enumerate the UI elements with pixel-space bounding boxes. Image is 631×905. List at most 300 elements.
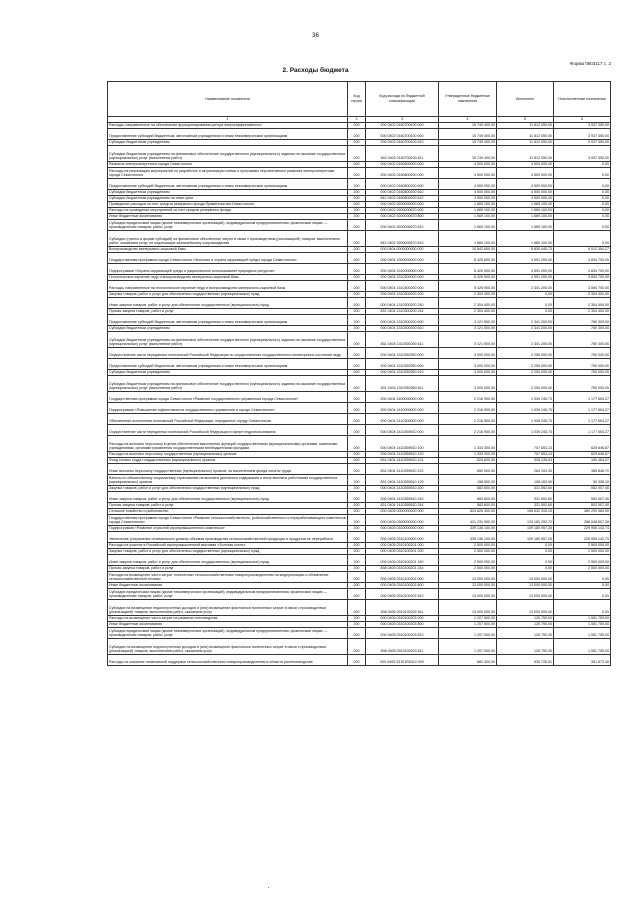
column-header-line-code: Код строки bbox=[348, 82, 366, 117]
cell-approved-amount: 2 304 400,00 bbox=[439, 298, 497, 309]
cell-approved-amount: 3 121 500,00 bbox=[439, 315, 497, 326]
cell-line-code: 200 bbox=[348, 616, 366, 622]
cell-indicator-name: Геологическое изучение недр и воспроизводство минерально-сырьевой базы bbox=[108, 275, 348, 281]
table-row bbox=[108, 616, 611, 622]
cell-executed-amount: 0,00 bbox=[497, 549, 554, 555]
cell-indicator-name: Расходы на выплаты персоналу в целях обеспечения выполнения функций государственными (муниципальными) органами, казенными учреждениями, органами управления государственными внебюджетными фондами bbox=[108, 436, 348, 452]
cell-classification-code: 831 0404 1410359510 244 bbox=[366, 503, 439, 509]
cell-classification-code: 000 0402 0160800200 600 bbox=[366, 179, 439, 190]
cell-line-code: 200 bbox=[348, 281, 366, 292]
cell-unexecuted-amount: 3 834 700,00 bbox=[554, 253, 611, 264]
cell-indicator-name: Подпрограмма «Повышение эффективности государственного управления в городе Севастополе» bbox=[108, 403, 348, 414]
cell-executed-amount: 108 163,90 bbox=[497, 475, 554, 486]
cell-indicator-name: Закупка товаров, работ и услуг для обеспечения государственных (муниципальных) нужд bbox=[108, 486, 348, 492]
cell-line-code: 200 bbox=[348, 146, 366, 162]
cell-line-code: 200 bbox=[348, 309, 366, 315]
cell-classification-code: 000 0404 1310300200 610 bbox=[366, 326, 439, 332]
cell-indicator-name: Развитие электроэнергетики города Севастополя bbox=[108, 162, 348, 168]
cell-classification-code: 831 0404 1410359510 129 bbox=[366, 475, 439, 486]
cell-indicator-name: Подпрограмма «Развитие отраслей агропромышленного комплекса» bbox=[108, 526, 348, 532]
cell-line-code: 200 bbox=[348, 332, 366, 348]
cell-indicator-name: Субсидии бюджетным учреждениям на финансовое обеспечение государственного (муниципального) задания на оказание государственных (муниципальных) услуг (выполнение работ) bbox=[108, 146, 348, 162]
cell-indicator-name: Государственная программа города Севастополя «Экология и охрана окружающей среды города Севастополя» bbox=[108, 253, 348, 264]
cell-line-code: 200 bbox=[348, 475, 366, 486]
cell-approved-amount: 8 425 900,00 bbox=[439, 264, 497, 275]
cell-approved-amount: 3 000 000,00 bbox=[439, 370, 497, 376]
table-row bbox=[108, 220, 611, 231]
cell-classification-code: 000 0405 0310100202 800 bbox=[366, 583, 439, 589]
cell-line-code: 200 bbox=[348, 464, 366, 475]
cell-indicator-name: Субсидии юридическим лицам (кроме некоммерческих организаций), индивидуальным предпринимателям, физическим лицам — производителям товаров, работ, услуг bbox=[108, 220, 348, 231]
cell-unexecuted-amount: 0,00 bbox=[554, 583, 611, 589]
cell-approved-amount: 883 600,00 bbox=[439, 486, 497, 492]
cell-unexecuted-amount: 552 007,40 bbox=[554, 486, 611, 492]
cell-indicator-name: Субсидии бюджетным учреждениям bbox=[108, 140, 348, 146]
cell-approved-amount: 4 500 000,00 bbox=[439, 168, 497, 179]
cell-classification-code: 000 0404 0000000000 000 bbox=[366, 247, 439, 253]
column-header-unexecuted: Неисполненные назначения bbox=[554, 82, 611, 117]
table-row bbox=[108, 452, 611, 458]
cell-line-code: 200 bbox=[348, 208, 366, 214]
scan-dot bbox=[268, 887, 269, 888]
cell-unexecuted-amount: 0,00 bbox=[554, 162, 611, 168]
cell-executed-amount: 4 500 000,00 bbox=[497, 196, 554, 202]
cell-approved-amount: 3 121 500,00 bbox=[439, 326, 497, 332]
cell-classification-code: 000 0404 1310300000 000 bbox=[366, 275, 439, 281]
cell-line-code: 200 bbox=[348, 655, 366, 666]
cell-line-code: 200 bbox=[348, 458, 366, 464]
cell-indicator-name: Фонд оплаты труда государственных (муниципальных) органов bbox=[108, 458, 348, 464]
cell-indicator-name: Субсидии бюджетным учреждениям на финансовое обеспечение государственного (муниципального) задания на оказание государственных (муниципальных) услуг (выполнение работ) bbox=[108, 332, 348, 348]
table-row bbox=[108, 202, 611, 208]
cell-indicator-name: Осуществление части переданных полномочий Российской Федерации в сфере недропользования bbox=[108, 425, 348, 436]
cell-executed-amount: 1 669 100,00 bbox=[497, 202, 554, 208]
cell-classification-code: 000 0404 1410359510 100 bbox=[366, 436, 439, 452]
cell-unexecuted-amount: 1 081 750,00 bbox=[554, 639, 611, 655]
cell-indicator-name: Субсидии юридическим лицам (кроме некоммерческих организаций), индивидуальным предпринимателям, физическим лицам — производителям товаров, работ, услуг bbox=[108, 628, 348, 639]
cell-classification-code: 831 0404 1310300200 244 bbox=[366, 309, 439, 315]
table-row bbox=[108, 628, 611, 639]
cell-approved-amount: 4 500 000,00 bbox=[439, 179, 497, 190]
cell-classification-code: 000 0405 0310100203 800 bbox=[366, 622, 439, 628]
cell-approved-amount: 1 207 500,00 bbox=[439, 639, 497, 655]
cell-line-code: 200 bbox=[348, 129, 366, 140]
cell-indicator-name: Обеспечение исполнения полномочий Российской Федерации, переданных городу Севастополю bbox=[108, 414, 348, 425]
cell-indicator-name: Предоставление субсидий бюджетным, автономным учреждениям и иным некоммерческим организациям bbox=[108, 179, 348, 190]
cell-line-code: 200 bbox=[348, 275, 366, 281]
cell-approved-amount: 1 669 100,00 bbox=[439, 231, 497, 247]
column-number: 2 bbox=[348, 117, 366, 123]
cell-unexecuted-amount: 750 000,00 bbox=[554, 370, 611, 376]
cell-unexecuted-amount: 2 304 400,00 bbox=[554, 292, 611, 298]
cell-approved-amount: 1 669 100,00 bbox=[439, 208, 497, 214]
cell-approved-amount: 3 121 500,00 bbox=[439, 332, 497, 348]
cell-indicator-name: Субсидии на возмещение недополученных доходов и (или) возмещение фактически понесенных затрат в связи с производством (реализацией) товаров, выполнением работ, оказанием услуг bbox=[108, 639, 348, 655]
cell-unexecuted-amount: 351 673,49 bbox=[554, 655, 611, 666]
cell-approved-amount: 650 000,00 bbox=[439, 464, 497, 475]
cell-executed-amount: 11 812 050,00 bbox=[497, 146, 554, 162]
cell-classification-code: 000 0405 0310100201 240 bbox=[366, 555, 439, 566]
cell-indicator-name: Предоставление субсидий бюджетным, автономным учреждениям и иным некоммерческим организациям bbox=[108, 129, 348, 140]
cell-classification-code: 000 0404 1410359510 200 bbox=[366, 486, 439, 492]
table-row bbox=[108, 298, 611, 309]
cell-unexecuted-amount: 2 304 400,00 bbox=[554, 309, 611, 315]
cell-approved-amount: 8 425 800,00 bbox=[439, 253, 497, 264]
cell-approved-amount: 2 216 900,00 bbox=[439, 392, 497, 403]
table-row bbox=[108, 526, 611, 532]
cell-classification-code: 000 0402 0160700100 610 bbox=[366, 140, 439, 146]
cell-executed-amount: 1 039 245,73 bbox=[497, 425, 554, 436]
cell-unexecuted-amount: 0,00 bbox=[554, 572, 611, 583]
cell-classification-code: 000 0404 1310352950 600 bbox=[366, 359, 439, 370]
cell-unexecuted-amount: 1 081 750,00 bbox=[554, 622, 611, 628]
cell-unexecuted-amount: 0,00 bbox=[554, 214, 611, 220]
cell-executed-amount: 331 592,60 bbox=[497, 492, 554, 503]
table-row bbox=[108, 458, 611, 464]
cell-executed-amount: 13 000 000,00 bbox=[497, 583, 554, 589]
table-row bbox=[108, 392, 611, 403]
table-row bbox=[108, 600, 611, 616]
cell-unexecuted-amount: 0,00 bbox=[554, 196, 611, 202]
cell-indicator-name: Субсидии бюджетным учреждениям bbox=[108, 326, 348, 332]
cell-line-code: 200 bbox=[348, 486, 366, 492]
cell-unexecuted-amount: 1 177 654,27 bbox=[554, 392, 611, 403]
cell-unexecuted-amount: 3 084 700,00 bbox=[554, 281, 611, 292]
cell-line-code: 200 bbox=[348, 492, 366, 503]
column-number: 3 bbox=[366, 117, 439, 123]
cell-executed-amount: 2 341 200,00 bbox=[497, 326, 554, 332]
cell-executed-amount: 0,00 bbox=[497, 555, 554, 566]
cell-classification-code: 000 0404 1400000000 000 bbox=[366, 392, 439, 403]
table-row bbox=[108, 532, 611, 543]
cell-unexecuted-amount: 0,00 bbox=[554, 600, 611, 616]
form-label: Форма 0503117 с. 2 bbox=[570, 61, 611, 66]
cell-indicator-name: Иные закупки товаров, работ и услуг для обеспечения государственных (муниципальных) нужд bbox=[108, 298, 348, 309]
column-number: 1 bbox=[108, 117, 348, 123]
cell-approved-amount: 3 000 000,00 bbox=[439, 359, 497, 370]
cell-classification-code: 000 0404 1410359510 240 bbox=[366, 492, 439, 503]
cell-unexecuted-amount: 2 304 400,00 bbox=[554, 298, 611, 309]
cell-indicator-name: Иные бюджетные ассигнования bbox=[108, 583, 348, 589]
table-row bbox=[108, 655, 611, 666]
cell-unexecuted-amount: 1 081 750,00 bbox=[554, 628, 611, 639]
table-row bbox=[108, 555, 611, 566]
cell-executed-amount: 11 812 050,00 bbox=[497, 140, 554, 146]
cell-classification-code: 842 0402 9200000670 813 bbox=[366, 231, 439, 247]
cell-classification-code: 000 0404 1310352950 000 bbox=[366, 348, 439, 359]
cell-executed-amount: 109 180 957,26 bbox=[497, 532, 554, 543]
cell-line-code: 200 bbox=[348, 202, 366, 208]
cell-approved-amount: 2 304 400,00 bbox=[439, 292, 497, 298]
cell-approved-amount: 13 000 000,00 bbox=[439, 600, 497, 616]
table-row bbox=[108, 281, 611, 292]
cell-line-code: 200 bbox=[348, 639, 366, 655]
column-number: 5 bbox=[497, 117, 554, 123]
cell-line-code: 200 bbox=[348, 359, 366, 370]
table-row bbox=[108, 146, 611, 162]
cell-unexecuted-amount: 750 000,00 bbox=[554, 359, 611, 370]
cell-classification-code: 000 0402 0160800000 000 bbox=[366, 162, 439, 168]
cell-indicator-name: Субсидии бюджетным учреждениям bbox=[108, 190, 348, 196]
cell-indicator-name: Субсидии бюджетным учреждениям на финансовое обеспечение государственного (муниципального) задания на оказание государственных (муниципальных) услуг (выполнение работ) bbox=[108, 376, 348, 392]
cell-unexecuted-amount: 1 177 654,27 bbox=[554, 403, 611, 414]
cell-executed-amount: 2 341 200,00 bbox=[497, 315, 554, 326]
cell-classification-code: 000 0405 0310100203 000 bbox=[366, 616, 439, 622]
cell-unexecuted-amount: 780 300,00 bbox=[554, 315, 611, 326]
cell-executed-amount: 2 341 200,00 bbox=[497, 332, 554, 348]
cell-indicator-name: Закупка товаров, работ и услуг для обеспечения государственных (муниципальных) нужд bbox=[108, 549, 348, 555]
cell-executed-amount: 5 830 445,73 bbox=[497, 247, 554, 253]
cell-unexecuted-amount: 0,00 bbox=[554, 168, 611, 179]
cell-unexecuted-amount: 0,00 bbox=[554, 208, 611, 214]
cell-approved-amount: 158 500,00 bbox=[439, 475, 497, 486]
cell-executed-amount: 2 250 000,00 bbox=[497, 359, 554, 370]
cell-line-code: 200 bbox=[348, 515, 366, 526]
cell-executed-amount: 4 500 000,00 bbox=[497, 162, 554, 168]
table-row bbox=[108, 275, 611, 281]
table-row bbox=[108, 359, 611, 370]
cell-classification-code: 000 0404 1410359510 000 bbox=[366, 425, 439, 436]
cell-line-code: 200 bbox=[348, 572, 366, 583]
cell-indicator-name: Подпрограмма «Охрана окружающей среды и рациональное использование природных ресурсов» bbox=[108, 264, 348, 275]
cell-line-code: 200 bbox=[348, 392, 366, 403]
cell-executed-amount: 4 500 000,00 bbox=[497, 179, 554, 190]
cell-line-code: 200 bbox=[348, 549, 366, 555]
cell-classification-code: 000 0405 03101R5410 000 bbox=[366, 655, 439, 666]
cell-classification-code: 000 0404 1310300200 600 bbox=[366, 315, 439, 326]
table-row bbox=[108, 414, 611, 425]
cell-indicator-name: Субсидии бюджетным учреждениям bbox=[108, 370, 348, 376]
cell-line-code: 200 bbox=[348, 348, 366, 359]
cell-approved-amount: 8 425 900,00 bbox=[439, 275, 497, 281]
cell-approved-amount: 3 000 000,00 bbox=[439, 348, 497, 359]
cell-line-code: 200 bbox=[348, 190, 366, 196]
cell-classification-code: 838 0405 0310100201 244 bbox=[366, 566, 439, 572]
cell-indicator-name: Сельское хозяйство и рыболовство bbox=[108, 509, 348, 515]
cell-executed-amount: 11 812 050,00 bbox=[497, 123, 554, 129]
cell-approved-amount: 4 500 000,00 bbox=[439, 162, 497, 168]
cell-indicator-name: Расходы на проведение мероприятий за счет средств резервного фонда bbox=[108, 208, 348, 214]
cell-unexecuted-amount: 2 500 000,00 bbox=[554, 549, 611, 555]
cell-approved-amount: 1 669 100,00 bbox=[439, 202, 497, 208]
cell-classification-code: 831 0404 1310300200 611 bbox=[366, 332, 439, 348]
cell-executed-amount: 13 000 000,00 bbox=[497, 600, 554, 616]
cell-line-code: 200 bbox=[348, 370, 366, 376]
table-row bbox=[108, 231, 611, 247]
cell-line-code: 200 bbox=[348, 292, 366, 298]
cell-line-code: 200 bbox=[348, 628, 366, 639]
cell-indicator-name: Иные выплаты персоналу государственных (муниципальных) органов, за исключением фонда оплаты труда bbox=[108, 464, 348, 475]
cell-classification-code: 000 0404 1310000000 000 bbox=[366, 264, 439, 275]
cell-line-code: 200 bbox=[348, 566, 366, 572]
cell-executed-amount: 2 250 000,00 bbox=[497, 376, 554, 392]
cell-classification-code: 831 0404 1410359510 121 bbox=[366, 458, 439, 464]
cell-classification-code: 000 0405 0310100201 000 bbox=[366, 543, 439, 549]
cell-indicator-name: Расходы на участие в Российской агропромышленной выставке «Золотая осень» bbox=[108, 543, 348, 549]
cell-unexecuted-amount: 625 646,87 bbox=[554, 436, 611, 452]
cell-classification-code: 842 0402 0160700100 611 bbox=[366, 146, 439, 162]
cell-classification-code: 000 0402 0160800200 610 bbox=[366, 190, 439, 196]
cell-indicator-name: Воспроизводство минерально-сырьевой базы bbox=[108, 247, 348, 253]
cell-executed-amount: 11 812 050,00 bbox=[497, 129, 554, 140]
cell-unexecuted-amount: 2 500 000,00 bbox=[554, 555, 611, 566]
table-row bbox=[108, 123, 611, 129]
cell-approved-amount: 15 749 400,00 bbox=[439, 123, 497, 129]
cell-classification-code: 831 0404 1310352950 611 bbox=[366, 376, 439, 392]
table-row bbox=[108, 425, 611, 436]
cell-classification-code: 000 0405 0310100201 200 bbox=[366, 549, 439, 555]
table-row bbox=[108, 475, 611, 486]
cell-unexecuted-amount: 750 000,00 bbox=[554, 348, 611, 359]
cell-approved-amount: 1 669 100,00 bbox=[439, 220, 497, 231]
cell-line-code: 200 bbox=[348, 509, 366, 515]
table-row bbox=[108, 208, 611, 214]
cell-line-code: 200 bbox=[348, 231, 366, 247]
cell-executed-amount: 125 750,00 bbox=[497, 616, 554, 622]
cell-approved-amount: 2 216 900,00 bbox=[439, 425, 497, 436]
cell-executed-amount: 155 532 315,10 bbox=[497, 509, 554, 515]
cell-classification-code: 000 0404 1310300200 240 bbox=[366, 298, 439, 309]
cell-indicator-name: Закупка товаров, работ и услуг для обеспечения государственных (муниципальных) нужд bbox=[108, 292, 348, 298]
cell-line-code: 200 bbox=[348, 315, 366, 326]
cell-indicator-name: Взносы по обязательному социальному страхованию на выплаты денежного содержания и иные выплаты работникам государственных (муниципальных) органов bbox=[108, 475, 348, 486]
cell-approved-amount: 339 136 100,00 bbox=[439, 526, 497, 532]
cell-approved-amount: 15 749 400,00 bbox=[439, 140, 497, 146]
cell-executed-amount: 2 250 000,00 bbox=[497, 348, 554, 359]
cell-indicator-name: Прочая закупка товаров, работ и услуг bbox=[108, 503, 348, 509]
cell-executed-amount: 4 500 000,00 bbox=[497, 190, 554, 196]
cell-unexecuted-amount: 780 300,00 bbox=[554, 332, 611, 348]
cell-executed-amount: 13 000 000,00 bbox=[497, 572, 554, 583]
cell-indicator-name: Расходы, направленные на геологическое изучение недр и воспроизводство минерально-сырьевой базы bbox=[108, 281, 348, 292]
cell-unexecuted-amount: 5 012 354,27 bbox=[554, 247, 611, 253]
table-row bbox=[108, 315, 611, 326]
cell-executed-amount: 0,00 bbox=[497, 309, 554, 315]
table-row bbox=[108, 492, 611, 503]
cell-executed-amount: 125 750,00 bbox=[497, 639, 554, 655]
cell-approved-amount: 13 000 000,00 bbox=[439, 583, 497, 589]
cell-executed-amount: 109 180 957,26 bbox=[497, 526, 554, 532]
cell-unexecuted-amount: 1 081 750,00 bbox=[554, 616, 611, 622]
cell-indicator-name: Субсидии бюджетным учреждениям на иные цели bbox=[108, 196, 348, 202]
cell-classification-code: 000 0404 1310352950 610 bbox=[366, 370, 439, 376]
cell-line-code: 200 bbox=[348, 526, 366, 532]
table-row bbox=[108, 253, 611, 264]
cell-classification-code: 000 0402 0160800200 000 bbox=[366, 168, 439, 179]
cell-line-code: 200 bbox=[348, 253, 366, 264]
cell-line-code: 200 bbox=[348, 622, 366, 628]
cell-line-code: 200 bbox=[348, 414, 366, 425]
cell-unexecuted-amount: 0,00 bbox=[554, 190, 611, 196]
cell-unexecuted-amount: 0,00 bbox=[554, 231, 611, 247]
table-row bbox=[108, 179, 611, 190]
cell-approved-amount: 5 425 900,00 bbox=[439, 281, 497, 292]
cell-indicator-name: Увеличение (сохранение оптимального уровня) объемов производства сельскохозяйственной продукции и продуктов ее переработки bbox=[108, 532, 348, 543]
cell-classification-code: 000 0405 0310000000 000 bbox=[366, 526, 439, 532]
cell-line-code: 200 bbox=[348, 196, 366, 202]
cell-classification-code: 000 0405 0310100202 810 bbox=[366, 589, 439, 600]
cell-approved-amount: 2 216 900,00 bbox=[439, 414, 497, 425]
cell-executed-amount: 133 183 292,72 bbox=[497, 515, 554, 526]
cell-indicator-name: Прочая закупка товаров, работ и услуг bbox=[108, 309, 348, 315]
cell-indicator-name: Иные бюджетные ассигнования bbox=[108, 214, 348, 220]
cell-approved-amount: 15 749 400,00 bbox=[439, 146, 497, 162]
cell-unexecuted-amount: 780 300,00 bbox=[554, 326, 611, 332]
table-row bbox=[108, 376, 611, 392]
cell-unexecuted-amount: 469 293 984,90 bbox=[554, 509, 611, 515]
cell-line-code: 200 bbox=[348, 403, 366, 414]
cell-executed-amount: 2 250 000,00 bbox=[497, 370, 554, 376]
cell-executed-amount: 1 039 245,73 bbox=[497, 392, 554, 403]
cell-unexecuted-amount: 750 000,00 bbox=[554, 376, 611, 392]
column-number: 6 bbox=[554, 117, 611, 123]
cell-executed-amount: 1 669 100,00 bbox=[497, 231, 554, 247]
column-header-name: Наименование показателя bbox=[108, 82, 348, 117]
cell-executed-amount: 707 653,13 bbox=[497, 436, 554, 452]
cell-unexecuted-amount: 229 955 142,74 bbox=[554, 532, 611, 543]
cell-line-code: 200 bbox=[348, 532, 366, 543]
cell-line-code: 200 bbox=[348, 162, 366, 168]
cell-unexecuted-amount: 1 177 654,27 bbox=[554, 414, 611, 425]
column-number: 4 bbox=[439, 117, 497, 123]
cell-approved-amount: 13 000 000,00 bbox=[439, 589, 497, 600]
cell-executed-amount: 125 750,00 bbox=[497, 622, 554, 628]
cell-line-code: 200 bbox=[348, 436, 366, 452]
cell-executed-amount: 331 592,60 bbox=[497, 486, 554, 492]
cell-indicator-name: Субсидии (гранты в форме субсидий) на финансовое обеспечение затрат в связи с производством (реализацией) товаров, выполнением работ, оказанием услуг, не подлежащие казначейскому сопровождению bbox=[108, 231, 348, 247]
cell-approved-amount: 1 333 300,00 bbox=[439, 452, 497, 458]
cell-classification-code: 000 0405 0310100000 000 bbox=[366, 532, 439, 543]
cell-line-code: 200 bbox=[348, 555, 366, 566]
cell-line-code: 200 bbox=[348, 543, 366, 549]
cell-executed-amount: 264 153,30 bbox=[497, 464, 554, 475]
cell-line-code: 200 bbox=[348, 589, 366, 600]
cell-approved-amount: 624 826 300,00 bbox=[439, 509, 497, 515]
cell-indicator-name: Расходы на возмещение части затрат, понесенных сельскохозяйственным товаропроизводителям на модернизацию и обновление сельскохозяйственной техники bbox=[108, 572, 348, 583]
cell-classification-code: 000 0405 0300000000 000 bbox=[366, 515, 439, 526]
cell-line-code: 200 bbox=[348, 583, 366, 589]
cell-indicator-name: Государственная программа города Севастополя «Развитие государственного управления города Севастополя» bbox=[108, 392, 348, 403]
cell-classification-code: 000 0405 0310100202 000 bbox=[366, 572, 439, 583]
cell-executed-amount: 2 341 200,00 bbox=[497, 281, 554, 292]
cell-approved-amount: 10 842 800,00 bbox=[439, 247, 497, 253]
cell-indicator-name: Государственная программа города Севастополя «Развитие сельскохозяйственного, рыбохозяйственного и перерабатывающего комплексов города Севастополя» bbox=[109, 515, 346, 525]
cell-executed-amount: 335 135,93 bbox=[497, 458, 554, 464]
cell-line-code: 200 bbox=[348, 220, 366, 231]
cell-classification-code: 000 0405 0310100203 810 bbox=[366, 628, 439, 639]
cell-indicator-name: Расходы, направленные на обеспечение функционирования центра энергоэффективности bbox=[108, 123, 348, 129]
cell-unexecuted-amount: 3 834 700,00 bbox=[554, 275, 611, 281]
cell-approved-amount: 2 500 000,00 bbox=[439, 566, 497, 572]
cell-approved-amount: 2 500 000,00 bbox=[439, 543, 497, 549]
cell-unexecuted-amount: 288 048 607,28 bbox=[554, 515, 611, 526]
cell-executed-amount: 1 669 100,00 bbox=[497, 220, 554, 231]
table-row bbox=[108, 332, 611, 348]
cell-unexecuted-amount: 3 937 350,00 bbox=[554, 129, 611, 140]
cell-executed-amount: 4 591 200,00 bbox=[497, 253, 554, 264]
cell-approved-amount: 524 600,00 bbox=[439, 458, 497, 464]
table-row bbox=[108, 348, 611, 359]
cell-indicator-name: Осуществление части переданных полномочий Российской Федерации по осуществлению государственного мониторинга состояния недр bbox=[108, 348, 348, 359]
cell-executed-amount: 1 669 100,00 bbox=[497, 208, 554, 214]
cell-executed-amount: 530 726,51 bbox=[497, 655, 554, 666]
cell-line-code: 200 bbox=[348, 264, 366, 275]
cell-executed-amount: 707 653,13 bbox=[497, 452, 554, 458]
cell-approved-amount: 2 304 400,00 bbox=[439, 309, 497, 315]
cell-unexecuted-amount: 3 937 350,00 bbox=[554, 146, 611, 162]
cell-line-code: 200 bbox=[348, 376, 366, 392]
cell-line-code: 200 bbox=[348, 326, 366, 332]
